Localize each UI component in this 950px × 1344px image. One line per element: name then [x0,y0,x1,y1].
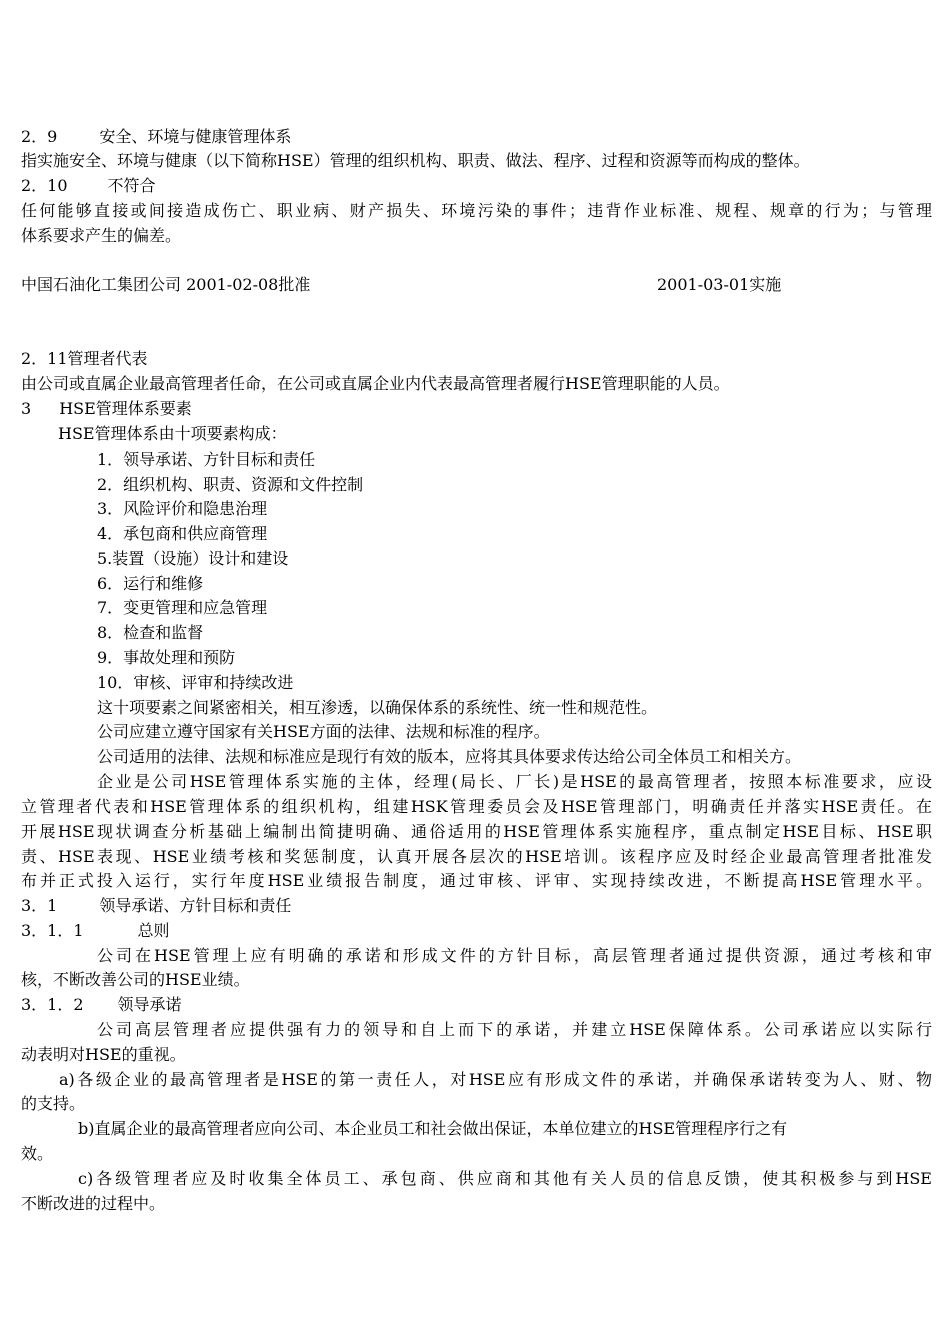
paragraph-line: 公司高层管理者应提供强有力的领导和自上而下的承诺，并建立HSE保障体系。公司承诺应以实际行 [97,1020,932,1039]
section-2-10-heading [21,175,156,197]
list-item-c-line: c)各级管理者应及时收集全体员工、承包商、供应商和其他有关人员的信息反馈，使其积极参与到HSE [78,1169,932,1188]
list-item-a-line: 的支持。 [21,1094,86,1113]
element-list-item: 9．事故处理和预防 [97,648,236,667]
paragraph-line: 公司在HSE管理上应有明确的承诺和形成文件的方针目标，高层管理者通过提供资源，通过考核和审 [97,946,932,965]
section-title: 不符合 [107,176,156,195]
paragraph-line: 开展HSE现状调查分析基础上编制出简捷明确、通俗适用的HSE管理体系实施程序，重点制定HSE目标、HSE职 [21,822,932,841]
section-2-11-definition: 由公司或直属企业最高管理者任命，在公司或直属企业内代表最高管理者履行HSE管理职能的人员。 [21,374,730,393]
section-number: 2．10 [21,176,68,195]
element-list-item: 10．审核、评审和持续改进 [97,673,294,692]
section-number: 3．1．2 [21,995,84,1014]
element-list-item: 1．领导承诺、方针目标和责任 [97,450,316,469]
paragraph-line: 责、HSE表现、HSE业绩考核和奖惩制度，认真开展各层次的HSE培训。该程序应及时经企业最高管理者批准发 [21,847,932,866]
section-title: 总则 [137,921,170,940]
paragraph-line: 布并正式投入运行，实行年度HSE业绩报告制度，通过审核、评审、实现持续改进，不断提高HSE管理水平。 [21,871,932,890]
section-2-9-definition: 指实施安全、环境与健康（以下简称HSE）管理的组织机构、职责、做法、程序、过程和资源等而构成的整体。 [21,151,810,170]
section-3-intro: HSE管理体系由十项要素构成： [58,424,287,443]
paragraph: 公司应建立遵守国家有关HSE方面的法律、法规和标准的程序。 [97,722,550,741]
section-number: 3 [21,399,32,418]
section-3-1-1-heading [21,920,170,942]
element-list-item: 6．运行和维修 [97,574,204,593]
element-list-item: 7．变更管理和应急管理 [97,598,268,617]
section-3-heading [21,398,192,420]
section-3-1-2-heading [21,994,182,1016]
section-title: 安全、环境与健康管理体系 [99,127,292,146]
list-item-b-line: 效。 [21,1144,54,1163]
paragraph-line: 立管理者代表和HSE管理体系的组织机构，组建HSK管理委员会及HSE管理部门，明确责任并落实HSE责任。在 [21,797,932,816]
section-title: 领导承诺、方针目标和责任 [99,896,292,915]
section-number: 3．1．1 [21,921,84,940]
paragraph-line: 动表明对HSE的重视。 [21,1045,186,1064]
section-title: 领导承诺 [117,995,182,1014]
paragraph: 公司适用的法律、法规和标准应是现行有效的版本，应将其具体要求传达给公司全体员工和相关方。 [97,747,802,766]
element-list-item: 2．组织机构、职责、资源和文件控制 [97,475,364,494]
section-2-10-definition-line: 任何能够直接或间接造成伤亡、职业病、财产损失、环境污染的事件；违背作业标准、规程、规章的行为；与管理 [21,201,932,220]
approval-info: 中国石油化工集团公司 2001-02-08批准 [21,275,311,294]
list-item-a-line: a)各级企业的最高管理者是HSE的第一责任人，对HSE应有形成文件的承诺，并确保承诺转变为人、财、物 [59,1070,932,1089]
element-list-item: 5.装置（设施）设计和建设 [97,549,289,568]
implementation-date: 2001-03-01实施 [657,275,782,294]
section-2-9-heading [21,126,291,148]
section-2-11-heading: 2．11管理者代表 [21,349,148,368]
section-number: 3．1 [21,896,58,915]
paragraph-line: 企业是公司HSE管理体系实施的主体，经理(局长、厂长)是HSE的最高管理者，按照本标准要求，应设 [97,772,932,791]
paragraph-line: 核，不断改善公司的HSE业绩。 [21,970,250,989]
section-3-1-heading [21,895,291,917]
section-number: 2．9 [21,127,58,146]
section-2-10-definition-line: 体系要求产生的偏差。 [21,226,182,245]
paragraph: 这十项要素之间紧密相关，相互渗透，以确保体系的系统性、统一性和规范性。 [97,698,658,717]
section-title: HSE管理体系要素 [59,399,192,418]
element-list-item: 8．检查和监督 [97,623,204,642]
element-list-item: 3．风险评价和隐患治理 [97,499,268,518]
element-list-item: 4．承包商和供应商管理 [97,524,268,543]
list-item-c-line: 不断改进的过程中。 [21,1194,166,1213]
list-item-b-line: b)直属企业的最高管理者应向公司、本企业员工和社会做出保证，本单位建立的HSE管理程序行之有 [78,1119,788,1138]
